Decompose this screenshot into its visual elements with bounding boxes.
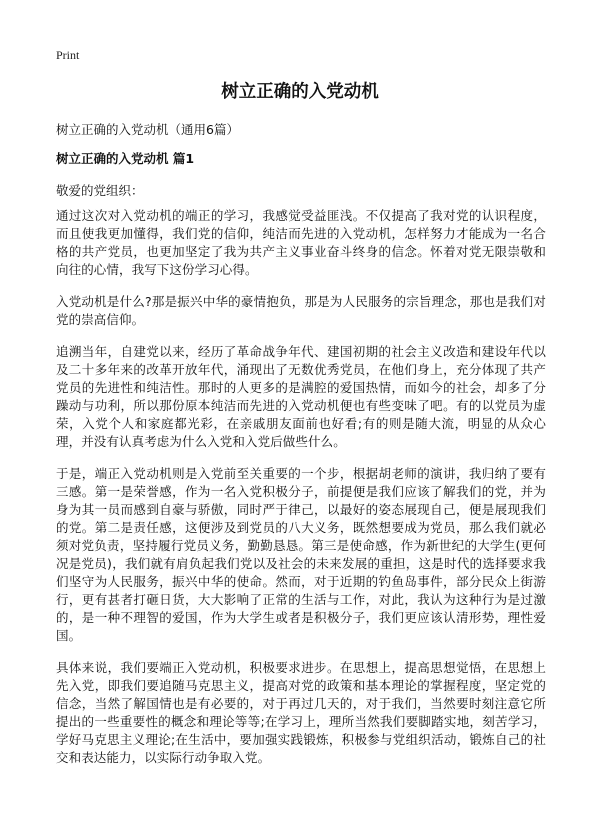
paragraph: 追溯当年，自建党以来，经历了革命战争年代、建国初期的社会主义改造和建设年代以及二十多年来的改革开放年代，涌现出了无数优秀党员，在他们身上，充分体现了共产党员的先进性和纯洁性。那时的人更多的是满腔的爱国热情，而如今的社会，却多了分躁动与功利，所以那份原本纯洁而先进的入党动机便也有些变味了吧。有的以党员为虚荣，入党个人和家庭都光彩，在亲戚朋友面前也好看;有的则是随大流，明显的从众心理，并没有认真考虑为什么入党和入党后做些什么。 bbox=[56, 344, 546, 449]
paragraph: 具体来说，我们要端正入党动机，积极要求进步。在思想上，提高思想觉悟，在思想上先入党，即我们要追随马克思主义，提高对党的政策和基本理论的掌握程度，坚定党的信念，当然了解国情也是有必要的，对于再过几天的，对于我们，当然要时刻注意它所提出的一些重要性的概念和理论等等;在学习上，理所当然我们要脚踏实地，刻苦学习，学好马克思主义理论;在生活中，要加强实践锻炼，积极参与党组织活动，锻炼自己的社交和表达能力，以实际行动争取入党。 bbox=[56, 660, 546, 765]
paragraph: 入党动机是什么?那是振兴中华的豪情抱负，那是为人民服务的宗旨理念，那也是我们对党的崇高信仰。 bbox=[56, 294, 546, 327]
paragraph: 通过这次对入党动机的端正的学习，我感觉受益匪浅。不仅提高了我对党的认识程度，而且使我更加懂得，我们党的信仰，纯洁而先进的入党动机，怎样努力才能成为一名合格的共产党员，也更加坚定了我为共产主义事业奋斗终身的信念。怀着对党无限崇敬和向往的心情，我写下这份学习心得。 bbox=[56, 208, 546, 277]
print-link[interactable]: Print bbox=[56, 48, 80, 62]
paragraph: 于是，端正入党动机则是入党前至关重要的一个步，根据胡老师的演讲，我归纳了要有三感。第一是荣誉感，作为一名入党积极分子，前提便是我们应该了解我们的党，并为身为其一员而感到自豪与骄傲，同时严于律己，以最好的姿态展现自己，便是展现我们的党。第二是责任感，这便涉及到党员的八大义务，既然想要成为党员，那么我们就必须对党负责，坚持履行党员义务，勤勤恳恳。第三是使命感，作为新世纪的大学生(更何况是党员)，我们就有肩负起我们党以及社会的未来发展的重担，这是时代的选择要求我们坚守为人民服务，振兴中华的使命。然而，对于近期的钓鱼岛事件，部分民众上街游行，更有甚者打砸日货，大大影响了正常的生活与工作，对此，我认为这种行为是过激的，是一种不理智的爱国，作为大学生或者是积极分子，我们更应该认清形势，理性爱国。 bbox=[56, 466, 546, 643]
body-text bbox=[56, 207, 546, 781]
section-heading: 树立正确的入党动机 篇1 bbox=[56, 151, 195, 166]
document-subtitle: 树立正确的入党动机（通用6篇） bbox=[56, 122, 239, 137]
salutation: 敬爱的党组织： bbox=[56, 183, 144, 198]
document-title: 树立正确的入党动机 bbox=[221, 82, 379, 102]
